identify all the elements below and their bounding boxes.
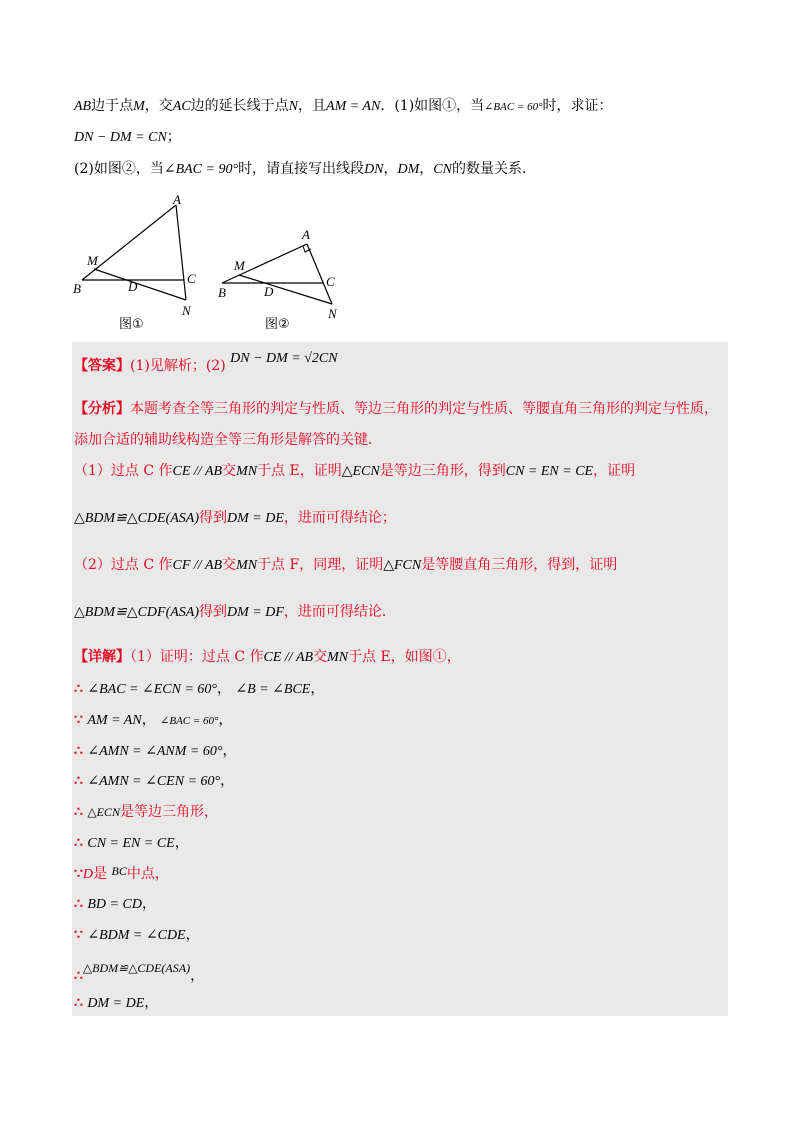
- text: （1）证明：过点 C 作: [130, 649, 264, 665]
- text: 交: [222, 557, 237, 573]
- answer-formula: DN − DM = √2CN: [230, 351, 338, 366]
- detail-line-11: [74, 993, 158, 1014]
- analysis-line-1: [74, 399, 718, 419]
- segment-dn: DN: [364, 162, 384, 177]
- problem-line-2: [74, 127, 181, 148]
- detail-tag: 【详解】: [74, 649, 130, 665]
- label-b: B: [73, 281, 81, 296]
- text: ，进而可得结论．: [283, 604, 396, 620]
- analysis-step-1b: [74, 508, 396, 529]
- detail-line-3: [74, 741, 236, 762]
- text: ．(1)如图①，当: [380, 98, 485, 114]
- point-m: M: [133, 99, 145, 114]
- text: ，: [310, 681, 325, 697]
- text: 是等边三角形，: [119, 804, 218, 820]
- label-b: B: [218, 285, 226, 300]
- text: ，: [190, 968, 205, 984]
- text: 边于点: [91, 98, 134, 114]
- text: ，: [220, 773, 235, 789]
- text: ，: [419, 161, 434, 177]
- text: 添加合适的辅助线构造全等三角形是解答的关键．: [74, 432, 382, 448]
- math: ∠BAC = ∠ECN = 60°: [87, 682, 217, 697]
- math: BD = CD: [87, 897, 142, 912]
- because-symbol: ∵: [74, 712, 83, 728]
- text: ，: [218, 712, 233, 728]
- text: ，: [222, 743, 237, 759]
- text: ，: [141, 896, 156, 912]
- math: AM = AN: [87, 713, 142, 728]
- therefore-symbol: ∴: [74, 968, 83, 984]
- text: 是等腰直角三角形，得到，证明: [421, 557, 618, 573]
- therefore-symbol: ∴: [74, 804, 83, 820]
- math: MN: [236, 464, 258, 479]
- detail-line-2: [74, 710, 232, 731]
- text: ，: [185, 927, 200, 943]
- label-c: C: [187, 271, 196, 286]
- math: CN = EN = CE: [505, 464, 594, 479]
- label-d: D: [264, 284, 274, 299]
- math: ∠AMN = ∠ANM = 60°: [87, 744, 223, 759]
- text: 交: [313, 649, 328, 665]
- therefore-symbol: ∴: [74, 835, 83, 851]
- text: 中点，: [126, 866, 169, 882]
- therefore-symbol: ∴: [74, 773, 83, 789]
- text: 于点 F，同理，证明: [257, 557, 384, 573]
- text: ；: [166, 129, 181, 145]
- analysis-tag: 【分析】: [74, 401, 130, 417]
- segment-dm: DM: [397, 162, 420, 177]
- math: △ECN: [87, 805, 120, 819]
- text: （2）过点 C 作: [74, 557, 173, 573]
- math: MN: [236, 558, 258, 573]
- text: 边的延长线于点: [190, 98, 289, 114]
- text: ，且: [298, 98, 327, 114]
- detail-line-6: [74, 833, 189, 854]
- math: △FCN: [383, 558, 422, 573]
- text: 本题考查全等三角形的判定与性质、等边三角形的判定与性质、等腰直角三角形的判定与性质，: [130, 401, 718, 417]
- math: BC: [111, 864, 127, 878]
- text: ，: [217, 681, 231, 697]
- detail-line-4: [74, 771, 234, 792]
- label-d: D: [128, 279, 138, 294]
- figure-1: [70, 190, 210, 330]
- answer-tag: 【答案】: [74, 358, 130, 374]
- analysis-step-1a: [74, 461, 635, 482]
- problem-line-1: [74, 96, 613, 117]
- detail-line-7: [74, 864, 169, 885]
- angle-bac-90: ∠BAC = 90°: [163, 162, 239, 177]
- text: ，: [383, 161, 398, 177]
- math: △BDM≌△CDE(ASA): [74, 511, 200, 526]
- detail-line-8: [74, 894, 156, 915]
- detail-line-10: [74, 958, 205, 984]
- math: CN = EN = CE: [87, 836, 175, 851]
- math: △BDM≌△CDF(ASA): [74, 605, 200, 620]
- figure-1-caption: 图①: [119, 317, 144, 332]
- segment-cn: CN: [433, 162, 452, 177]
- math: DM = DF: [227, 605, 284, 620]
- text: 交: [222, 463, 237, 479]
- answer-text: (1)见解析；(2): [130, 358, 226, 374]
- analysis-step-2b: [74, 602, 396, 623]
- math: ∠BAC = 60°: [160, 715, 219, 727]
- therefore-symbol: ∴: [74, 995, 83, 1011]
- label-n: N: [182, 303, 191, 318]
- segment-ac: AC: [172, 99, 191, 114]
- equation-dn-dm-cn: DN − DM = CN: [74, 130, 167, 145]
- label-a: A: [173, 192, 181, 207]
- text: 时，求证：: [542, 98, 613, 114]
- text: 于点 E，证明: [257, 463, 342, 479]
- text: ，: [141, 712, 156, 728]
- math: CE // AB: [172, 464, 223, 479]
- text: ，: [174, 835, 189, 851]
- figure-2-caption: 图②: [265, 317, 290, 332]
- text: ，证明: [593, 463, 636, 479]
- text: 于点 E，如图①，: [348, 649, 461, 665]
- detail-line-9: [74, 925, 200, 946]
- math: DM = DE: [227, 511, 284, 526]
- math: ∠AMN = ∠CEN = 60°: [87, 774, 221, 789]
- text: 得到: [199, 604, 228, 620]
- text: 是等边三角形，得到: [379, 463, 506, 479]
- text: 时，请直接写出线段: [238, 161, 365, 177]
- label-m: M: [87, 253, 98, 268]
- analysis-step-2a: [74, 555, 617, 576]
- math: MN: [327, 650, 349, 665]
- math: △ECN: [341, 464, 380, 479]
- text: ，交: [144, 98, 173, 114]
- math: CE // AB: [263, 650, 314, 665]
- point-n: N: [288, 99, 299, 114]
- text: ，进而可得结论；: [283, 510, 396, 526]
- problem-line-3: [74, 159, 536, 180]
- text: 是: [93, 866, 108, 882]
- detail-line-0: [74, 647, 461, 668]
- label-c: C: [326, 274, 335, 289]
- segment-ab: AB: [74, 99, 92, 114]
- text: (2)如图②，当: [74, 161, 164, 177]
- text: ，: [144, 995, 159, 1011]
- math: D: [82, 867, 94, 882]
- therefore-symbol: ∴: [74, 681, 83, 697]
- text: 的数量关系．: [451, 161, 536, 177]
- because-symbol: ∵: [74, 866, 83, 882]
- label-n: N: [328, 306, 337, 321]
- math: CF // AB: [172, 558, 223, 573]
- detail-line-5: [74, 802, 218, 822]
- math: △BDM≌△CDE(ASA): [82, 961, 191, 975]
- therefore-symbol: ∴: [74, 743, 83, 759]
- detail-line-1: [74, 679, 324, 700]
- label-a: A: [302, 227, 310, 242]
- because-symbol: ∵: [74, 927, 83, 943]
- math: DM = DE: [87, 996, 145, 1011]
- math: ∠BDM = ∠CDE: [87, 928, 186, 943]
- answer-line: [74, 351, 338, 377]
- text: （1）过点 C 作: [74, 463, 173, 479]
- therefore-symbol: ∴: [74, 896, 83, 912]
- analysis-line-2: [74, 430, 382, 450]
- text: 得到: [199, 510, 228, 526]
- math: ∠B = ∠BCE: [235, 682, 311, 697]
- angle-bac-60: ∠BAC = 60°: [484, 101, 543, 113]
- label-m: M: [234, 258, 245, 273]
- equation-am-an: AM = AN: [326, 99, 381, 114]
